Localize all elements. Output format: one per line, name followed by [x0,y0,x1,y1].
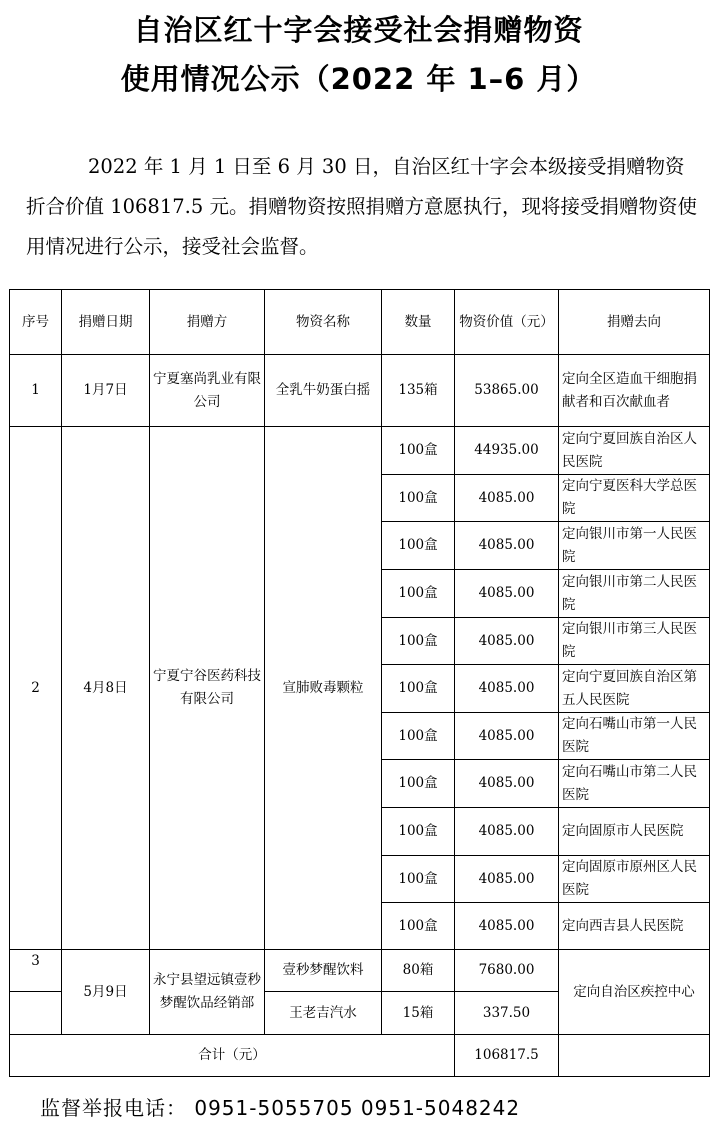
donor: 永宁县望远镇壹秒梦醒饮品经销部 [150,950,265,1035]
destination: 定向宁夏回族自治区第五人民医院 [559,665,710,713]
row-number-empty [10,992,62,1035]
header-cell: 捐赠方 [150,290,265,355]
header-cell: 数量 [382,290,455,355]
destination: 定向宁夏回族自治区人民医院 [559,427,710,475]
total-value: 106817.5 [455,1035,559,1077]
item-value: 4085.00 [455,665,559,713]
total-row [10,1035,710,1077]
item-name: 壹秒梦醒饮料 [265,950,382,992]
donation-date: 1月7日 [62,355,150,427]
item-value: 4085.00 [455,570,559,618]
header-cell: 序号 [10,290,62,355]
page-title-line2: 使用情况公示（2022 年 1–6 月） [120,62,597,96]
quantity: 135箱 [382,355,455,427]
page-title-line1: 自治区红十字会接受社会捐赠物资 [133,13,584,47]
report-phone-line: 监督举报电话： 0951-5055705 0951-5048242 [40,1096,521,1120]
item-value: 337.50 [455,992,559,1035]
row-number: 2 [10,427,62,950]
donation-date: 5月9日 [62,950,150,1035]
quantity: 100盒 [382,856,455,903]
item-name: 王老吉汽水 [265,992,382,1035]
donor: 宁夏塞尚乳业有限公司 [150,355,265,427]
row-number: 3 [10,950,62,992]
item-value: 4085.00 [455,856,559,903]
table-row [10,355,710,427]
quantity: 100盒 [382,808,455,856]
quantity: 100盒 [382,665,455,713]
total-label: 合计（元） [10,1035,455,1077]
destination: 定向固原市原州区人民医院 [559,856,710,903]
destination: 定向银川市第二人民医院 [559,570,710,618]
destination: 定向全区造血干细胞捐献者和百次献血者 [559,355,710,427]
item-value: 44935.00 [455,427,559,475]
destination: 定向自治区疾控中心 [559,950,710,1035]
table-header-row [10,290,710,355]
intro-paragraph: 2022 年 1 月 1 日至 6 月 30 日，自治区红十字会本级接受捐赠物资折合价值 106817.5 元。捐赠物资按照捐赠方意愿执行，现将接受捐赠物资使用情况进行公示，接受社会监督。 [26,155,697,258]
destination: 定向银川市第三人民医院 [559,618,710,665]
quantity: 100盒 [382,713,455,760]
quantity: 80箱 [382,950,455,992]
header-cell: 物资价值（元） [455,290,559,355]
donation-date: 4月8日 [62,427,150,950]
header-cell: 捐赠去向 [559,290,710,355]
destination: 定向宁夏医科大学总医院 [559,475,710,522]
item-value: 4085.00 [455,760,559,808]
quantity: 100盒 [382,570,455,618]
destination: 定向石嘴山市第二人民医院 [559,760,710,808]
destination: 定向银川市第一人民医院 [559,522,710,570]
destination: 定向固原市人民医院 [559,808,710,856]
header-cell: 捐赠日期 [62,290,150,355]
row-number: 1 [10,355,62,427]
destination: 定向石嘴山市第一人民医院 [559,713,710,760]
item-value: 4085.00 [455,522,559,570]
item-value: 4085.00 [455,618,559,665]
quantity: 100盒 [382,618,455,665]
quantity: 100盒 [382,427,455,475]
item-name: 宣肺败毒颗粒 [265,427,382,950]
quantity: 100盒 [382,522,455,570]
table-row [10,950,710,992]
total-empty-cell [559,1035,710,1077]
quantity: 100盒 [382,475,455,522]
donation-table [9,289,710,1077]
item-value: 4085.00 [455,475,559,522]
item-value: 7680.00 [455,950,559,992]
item-value: 4085.00 [455,808,559,856]
item-value: 4085.00 [455,713,559,760]
quantity: 100盒 [382,903,455,950]
destination: 定向西吉县人民医院 [559,903,710,950]
donor: 宁夏宁谷医药科技有限公司 [150,427,265,950]
quantity: 100盒 [382,760,455,808]
item-value: 53865.00 [455,355,559,427]
quantity: 15箱 [382,992,455,1035]
item-name: 全乳牛奶蛋白摇 [265,355,382,427]
table-row [10,427,710,475]
item-value: 4085.00 [455,903,559,950]
header-cell: 物资名称 [265,290,382,355]
